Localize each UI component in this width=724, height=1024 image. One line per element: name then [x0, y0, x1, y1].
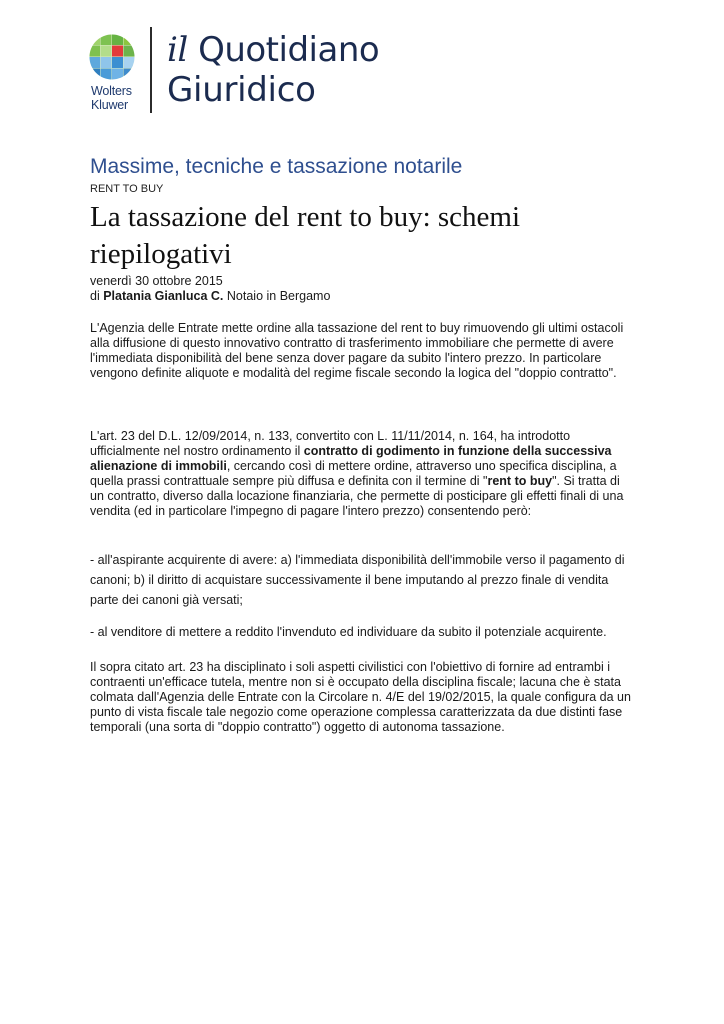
list-item-acquirente: - all'aspirante acquirente di avere: a) l'immediata disponibilità dell'immobile verso il pagamento di canoni; b) il diritto di acquistare successivamente il bene imputando al prezzo finale di vendita parte dei canoni già versati;: [90, 553, 625, 607]
author-name: Platania Gianluca C.: [103, 289, 224, 303]
article-title: La tassazione del rent to buy: schemi riepilogativi: [90, 201, 521, 270]
author-role: Notaio in Bergamo: [226, 289, 331, 303]
p2-bold-contratto: contratto di godimento in funzione della successiva alienazione di immobili: [90, 444, 612, 473]
article-date: venerdì 30 ottobre 2015: [90, 274, 223, 288]
masthead: [167, 30, 379, 110]
company-name-line2: Kluwer: [91, 98, 129, 112]
company-name: [91, 84, 132, 112]
byline-prefix: di: [90, 289, 100, 303]
masthead-italic: il: [167, 30, 188, 70]
masthead-line2: Giuridico: [167, 70, 316, 110]
section-heading: Massime, tecniche e tassazione notarile: [90, 155, 463, 178]
paragraph-intro: L'Agenzia delle Entrate mette ordine alla tassazione del rent to buy rimuovendo gli ultimi ostacoli alla diffusione di questo innovativo contratto di trasferimento immobiliare che permette di avere l'immediata disponibilità del bene senza dover pagare da subito l'intero prezzo. In particolare vengono definite aliquote e modalità del regime fiscale secondo la logica del "doppio contratto".: [90, 321, 624, 380]
masthead-line1: [167, 30, 379, 70]
wolters-kluwer-logo-icon: [89, 34, 135, 80]
company-name-line1: Wolters: [91, 84, 132, 98]
p2-text-a: L'art. 23 del D.L. 12/09/2014, n. 133, convertito con L. 11/11/2014, n. 164, ha introdotto ufficialmente nel nostro ordinamento il: [90, 429, 571, 458]
p2-bold-rent-to-buy: rent to buy: [487, 474, 553, 488]
list-item-venditore: - al venditore di mettere a reddito l'invenduto ed individuare da subito il potenziale acquirente.: [90, 625, 607, 639]
p2-text-e: ". Si tratta di un contratto, diverso dalla locazione finanziaria, che permette di posticipare gli effetti finali di una vendita (ed in particolare l'impegno di pagare l'intero prezzo) consentendo però:: [90, 474, 624, 518]
paragraph-art23: [90, 429, 635, 519]
logo-divider: [150, 27, 152, 113]
article-byline: [90, 289, 330, 304]
masthead-word1: Quotidiano: [198, 30, 380, 70]
p2-text-c: , cercando così di mettere ordine, attraverso uno specifica disciplina, a quella prassi contrattuale sempre più diffusa e definita con il termine di ": [90, 459, 617, 488]
article-tag: RENT TO BUY: [90, 183, 164, 195]
paragraph-fiscale: Il sopra citato art. 23 ha disciplinato i soli aspetti civilistici con l'obiettivo di fornire ad entrambi i contraenti un'efficace tutela, mentre non si è occupato della disciplina fiscale; lacuna che è stata colmata dall'Agenzia delle Entrate con la Circolare n. 4/E del 19/02/2015, la quale configura da un punto di vista fiscale tale negozio come operazione complessa caratterizzata da due distinti fase temporali (una sorta di "doppio contratto") oggetto di autonoma tassazione.: [90, 660, 631, 734]
